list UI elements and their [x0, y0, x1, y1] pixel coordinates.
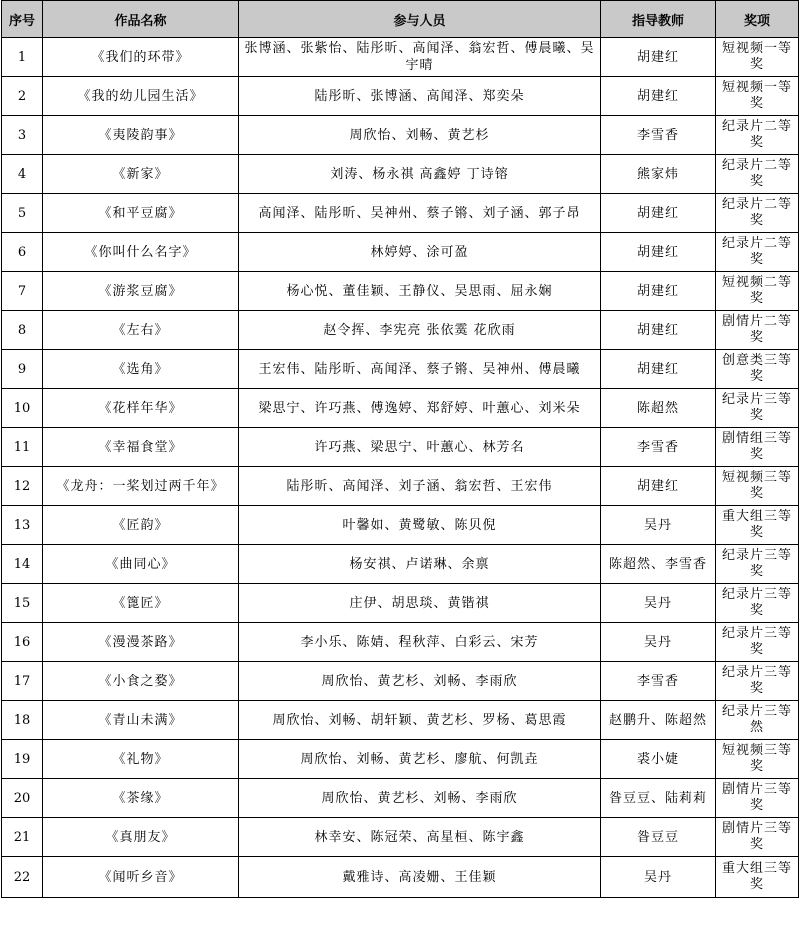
award-cell: 纪录片二等奖 [716, 194, 799, 233]
work-title-cell: 《新家》 [43, 155, 239, 194]
table-row [2, 818, 799, 857]
table-row [2, 272, 799, 311]
row-number-cell: 21 [2, 818, 43, 857]
work-title-cell: 《匠韵》 [43, 506, 239, 545]
participants-cell: 戴雅诗、高凌姗、王佳颖 [239, 857, 601, 898]
table-row [2, 545, 799, 584]
table-row [2, 623, 799, 662]
work-title-cell: 《你叫什么名字》 [43, 233, 239, 272]
instructor-cell: 陈超然、李雪香 [601, 545, 716, 584]
row-number-cell: 1 [2, 38, 43, 77]
work-title-cell: 《青山未满》 [43, 701, 239, 740]
table-row [2, 194, 799, 233]
table-row [2, 740, 799, 779]
instructor-cell: 胡建红 [601, 38, 716, 77]
participants-cell: 高闻泽、陆彤昕、吴神州、蔡子锵、刘子涵、郭子昂 [239, 194, 601, 233]
table-row [2, 779, 799, 818]
row-number-cell: 12 [2, 467, 43, 506]
award-cell: 剧情片二等奖 [716, 311, 799, 350]
award-cell: 纪录片三等然 [716, 701, 799, 740]
row-number-cell: 7 [2, 272, 43, 311]
table-body [2, 38, 799, 898]
participants-cell: 周欣怡、黄艺杉、刘畅、李雨欣 [239, 779, 601, 818]
row-number-cell: 16 [2, 623, 43, 662]
instructor-cell: 李雪香 [601, 428, 716, 467]
participants-cell: 林婷婷、涂可盈 [239, 233, 601, 272]
table-row [2, 311, 799, 350]
award-cell: 剧情片三等奖 [716, 779, 799, 818]
award-cell: 纪录片二等奖 [716, 233, 799, 272]
work-title-cell: 《漫漫茶路》 [43, 623, 239, 662]
table-row [2, 506, 799, 545]
table-row [2, 389, 799, 428]
row-number-cell: 13 [2, 506, 43, 545]
row-number-cell: 22 [2, 857, 43, 898]
participants-cell: 张博涵、张紫怡、陆彤昕、高闻泽、翁宏哲、傅晨曦、吴宇晴 [239, 38, 601, 77]
work-title-cell: 《我的幼儿园生活》 [43, 77, 239, 116]
instructor-cell: 吴丹 [601, 623, 716, 662]
award-cell: 短视频三等奖 [716, 740, 799, 779]
instructor-cell: 胡建红 [601, 194, 716, 233]
row-number-cell: 3 [2, 116, 43, 155]
table-row [2, 662, 799, 701]
participants-cell: 陆彤昕、高闻泽、刘子涵、翁宏哲、王宏伟 [239, 467, 601, 506]
work-title-cell: 《我们的环带》 [43, 38, 239, 77]
work-title-cell: 《礼物》 [43, 740, 239, 779]
table-row [2, 233, 799, 272]
table-row [2, 77, 799, 116]
award-cell: 纪录片三等奖 [716, 662, 799, 701]
table-row [2, 350, 799, 389]
participants-cell: 赵令挥、李宪亮 张依霙 花欣雨 [239, 311, 601, 350]
instructor-cell: 胡建红 [601, 311, 716, 350]
participants-cell: 王宏伟、陆彤昕、高闻泽、蔡子锵、吴神州、傅晨曦 [239, 350, 601, 389]
participants-cell: 周欣怡、刘畅、黄艺杉 [239, 116, 601, 155]
instructor-cell: 胡建红 [601, 272, 716, 311]
row-number-cell: 11 [2, 428, 43, 467]
instructor-cell: 吴丹 [601, 584, 716, 623]
award-cell: 纪录片三等奖 [716, 623, 799, 662]
award-cell: 创意类三等奖 [716, 350, 799, 389]
participants-cell: 梁思宁、许巧燕、傅逸婷、郑舒婷、叶蕙心、刘米朵 [239, 389, 601, 428]
header-teacher: 指导教师 [601, 1, 716, 38]
table-row [2, 857, 799, 898]
instructor-cell: 昝豆豆 [601, 818, 716, 857]
award-cell: 短视频三等奖 [716, 467, 799, 506]
table-row [2, 38, 799, 77]
work-title-cell: 《游浆豆腐》 [43, 272, 239, 311]
participants-cell: 叶馨如、黄鹭敏、陈贝倪 [239, 506, 601, 545]
header-members: 参与人员 [239, 1, 601, 38]
instructor-cell: 胡建红 [601, 233, 716, 272]
work-title-cell: 《选角》 [43, 350, 239, 389]
award-cell: 纪录片三等奖 [716, 389, 799, 428]
work-title-cell: 《夷陵韵事》 [43, 116, 239, 155]
award-cell: 重大组三等奖 [716, 857, 799, 898]
work-title-cell: 《左右》 [43, 311, 239, 350]
awards-table [1, 0, 799, 898]
work-title-cell: 《幸福食堂》 [43, 428, 239, 467]
work-title-cell: 《篦匠》 [43, 584, 239, 623]
instructor-cell: 李雪香 [601, 116, 716, 155]
work-title-cell: 《和平豆腐》 [43, 194, 239, 233]
row-number-cell: 9 [2, 350, 43, 389]
header-work: 作品名称 [43, 1, 239, 38]
instructor-cell: 陈超然 [601, 389, 716, 428]
work-title-cell: 《闻听乡音》 [43, 857, 239, 898]
row-number-cell: 8 [2, 311, 43, 350]
instructor-cell: 熊家炜 [601, 155, 716, 194]
award-cell: 纪录片三等奖 [716, 545, 799, 584]
award-cell: 重大组三等奖 [716, 506, 799, 545]
instructor-cell: 吴丹 [601, 506, 716, 545]
participants-cell: 陆彤昕、张博涵、高闻泽、郑奕朵 [239, 77, 601, 116]
award-cell: 短视频一等奖 [716, 38, 799, 77]
row-number-cell: 4 [2, 155, 43, 194]
instructor-cell: 胡建红 [601, 467, 716, 506]
instructor-cell: 胡建红 [601, 77, 716, 116]
instructor-cell: 李雪香 [601, 662, 716, 701]
award-cell: 剧情组三等奖 [716, 428, 799, 467]
header-num: 序号 [2, 1, 43, 38]
work-title-cell: 《小食之婺》 [43, 662, 239, 701]
award-cell: 纪录片二等奖 [716, 155, 799, 194]
participants-cell: 周欣怡、刘畅、黄艺杉、廖航、何凯垚 [239, 740, 601, 779]
award-cell: 剧情片三等奖 [716, 818, 799, 857]
participants-cell: 林幸安、陈冠荣、高星桓、陈宇鑫 [239, 818, 601, 857]
table-row [2, 467, 799, 506]
row-number-cell: 6 [2, 233, 43, 272]
row-number-cell: 17 [2, 662, 43, 701]
instructor-cell: 昝豆豆、陆莉莉 [601, 779, 716, 818]
header-row [2, 1, 799, 38]
row-number-cell: 18 [2, 701, 43, 740]
award-cell: 短视频一等奖 [716, 77, 799, 116]
row-number-cell: 15 [2, 584, 43, 623]
work-title-cell: 《曲同心》 [43, 545, 239, 584]
work-title-cell: 《真朋友》 [43, 818, 239, 857]
participants-cell: 刘涛、杨永祺 高鑫婷 丁诗镕 [239, 155, 601, 194]
instructor-cell: 赵鹏升、陈超然 [601, 701, 716, 740]
participants-cell: 杨心悦、董佳颖、王静仪、吴思雨、屈永娴 [239, 272, 601, 311]
participants-cell: 杨安祺、卢诺琳、余禀 [239, 545, 601, 584]
header-award: 奖项 [716, 1, 799, 38]
row-number-cell: 2 [2, 77, 43, 116]
participants-cell: 李小乐、陈婧、程秋萍、白彩云、宋芳 [239, 623, 601, 662]
participants-cell: 许巧燕、梁思宁、叶蕙心、林芳名 [239, 428, 601, 467]
row-number-cell: 20 [2, 779, 43, 818]
row-number-cell: 19 [2, 740, 43, 779]
instructor-cell: 裘小婕 [601, 740, 716, 779]
instructor-cell: 胡建红 [601, 350, 716, 389]
table-row [2, 155, 799, 194]
row-number-cell: 14 [2, 545, 43, 584]
award-cell: 纪录片三等奖 [716, 584, 799, 623]
award-cell: 短视频二等奖 [716, 272, 799, 311]
table-row [2, 428, 799, 467]
award-cell: 纪录片二等奖 [716, 116, 799, 155]
row-number-cell: 5 [2, 194, 43, 233]
work-title-cell: 《龙舟：一桨划过两千年》 [43, 467, 239, 506]
participants-cell: 周欣怡、黄艺杉、刘畅、李雨欣 [239, 662, 601, 701]
table-row [2, 584, 799, 623]
work-title-cell: 《茶缘》 [43, 779, 239, 818]
participants-cell: 庄伊、胡思琰、黄锴祺 [239, 584, 601, 623]
table-row [2, 116, 799, 155]
instructor-cell: 吴丹 [601, 857, 716, 898]
row-number-cell: 10 [2, 389, 43, 428]
work-title-cell: 《花样年华》 [43, 389, 239, 428]
participants-cell: 周欣怡、刘畅、胡轩颖、黄艺杉、罗杨、葛思霞 [239, 701, 601, 740]
table-row [2, 701, 799, 740]
